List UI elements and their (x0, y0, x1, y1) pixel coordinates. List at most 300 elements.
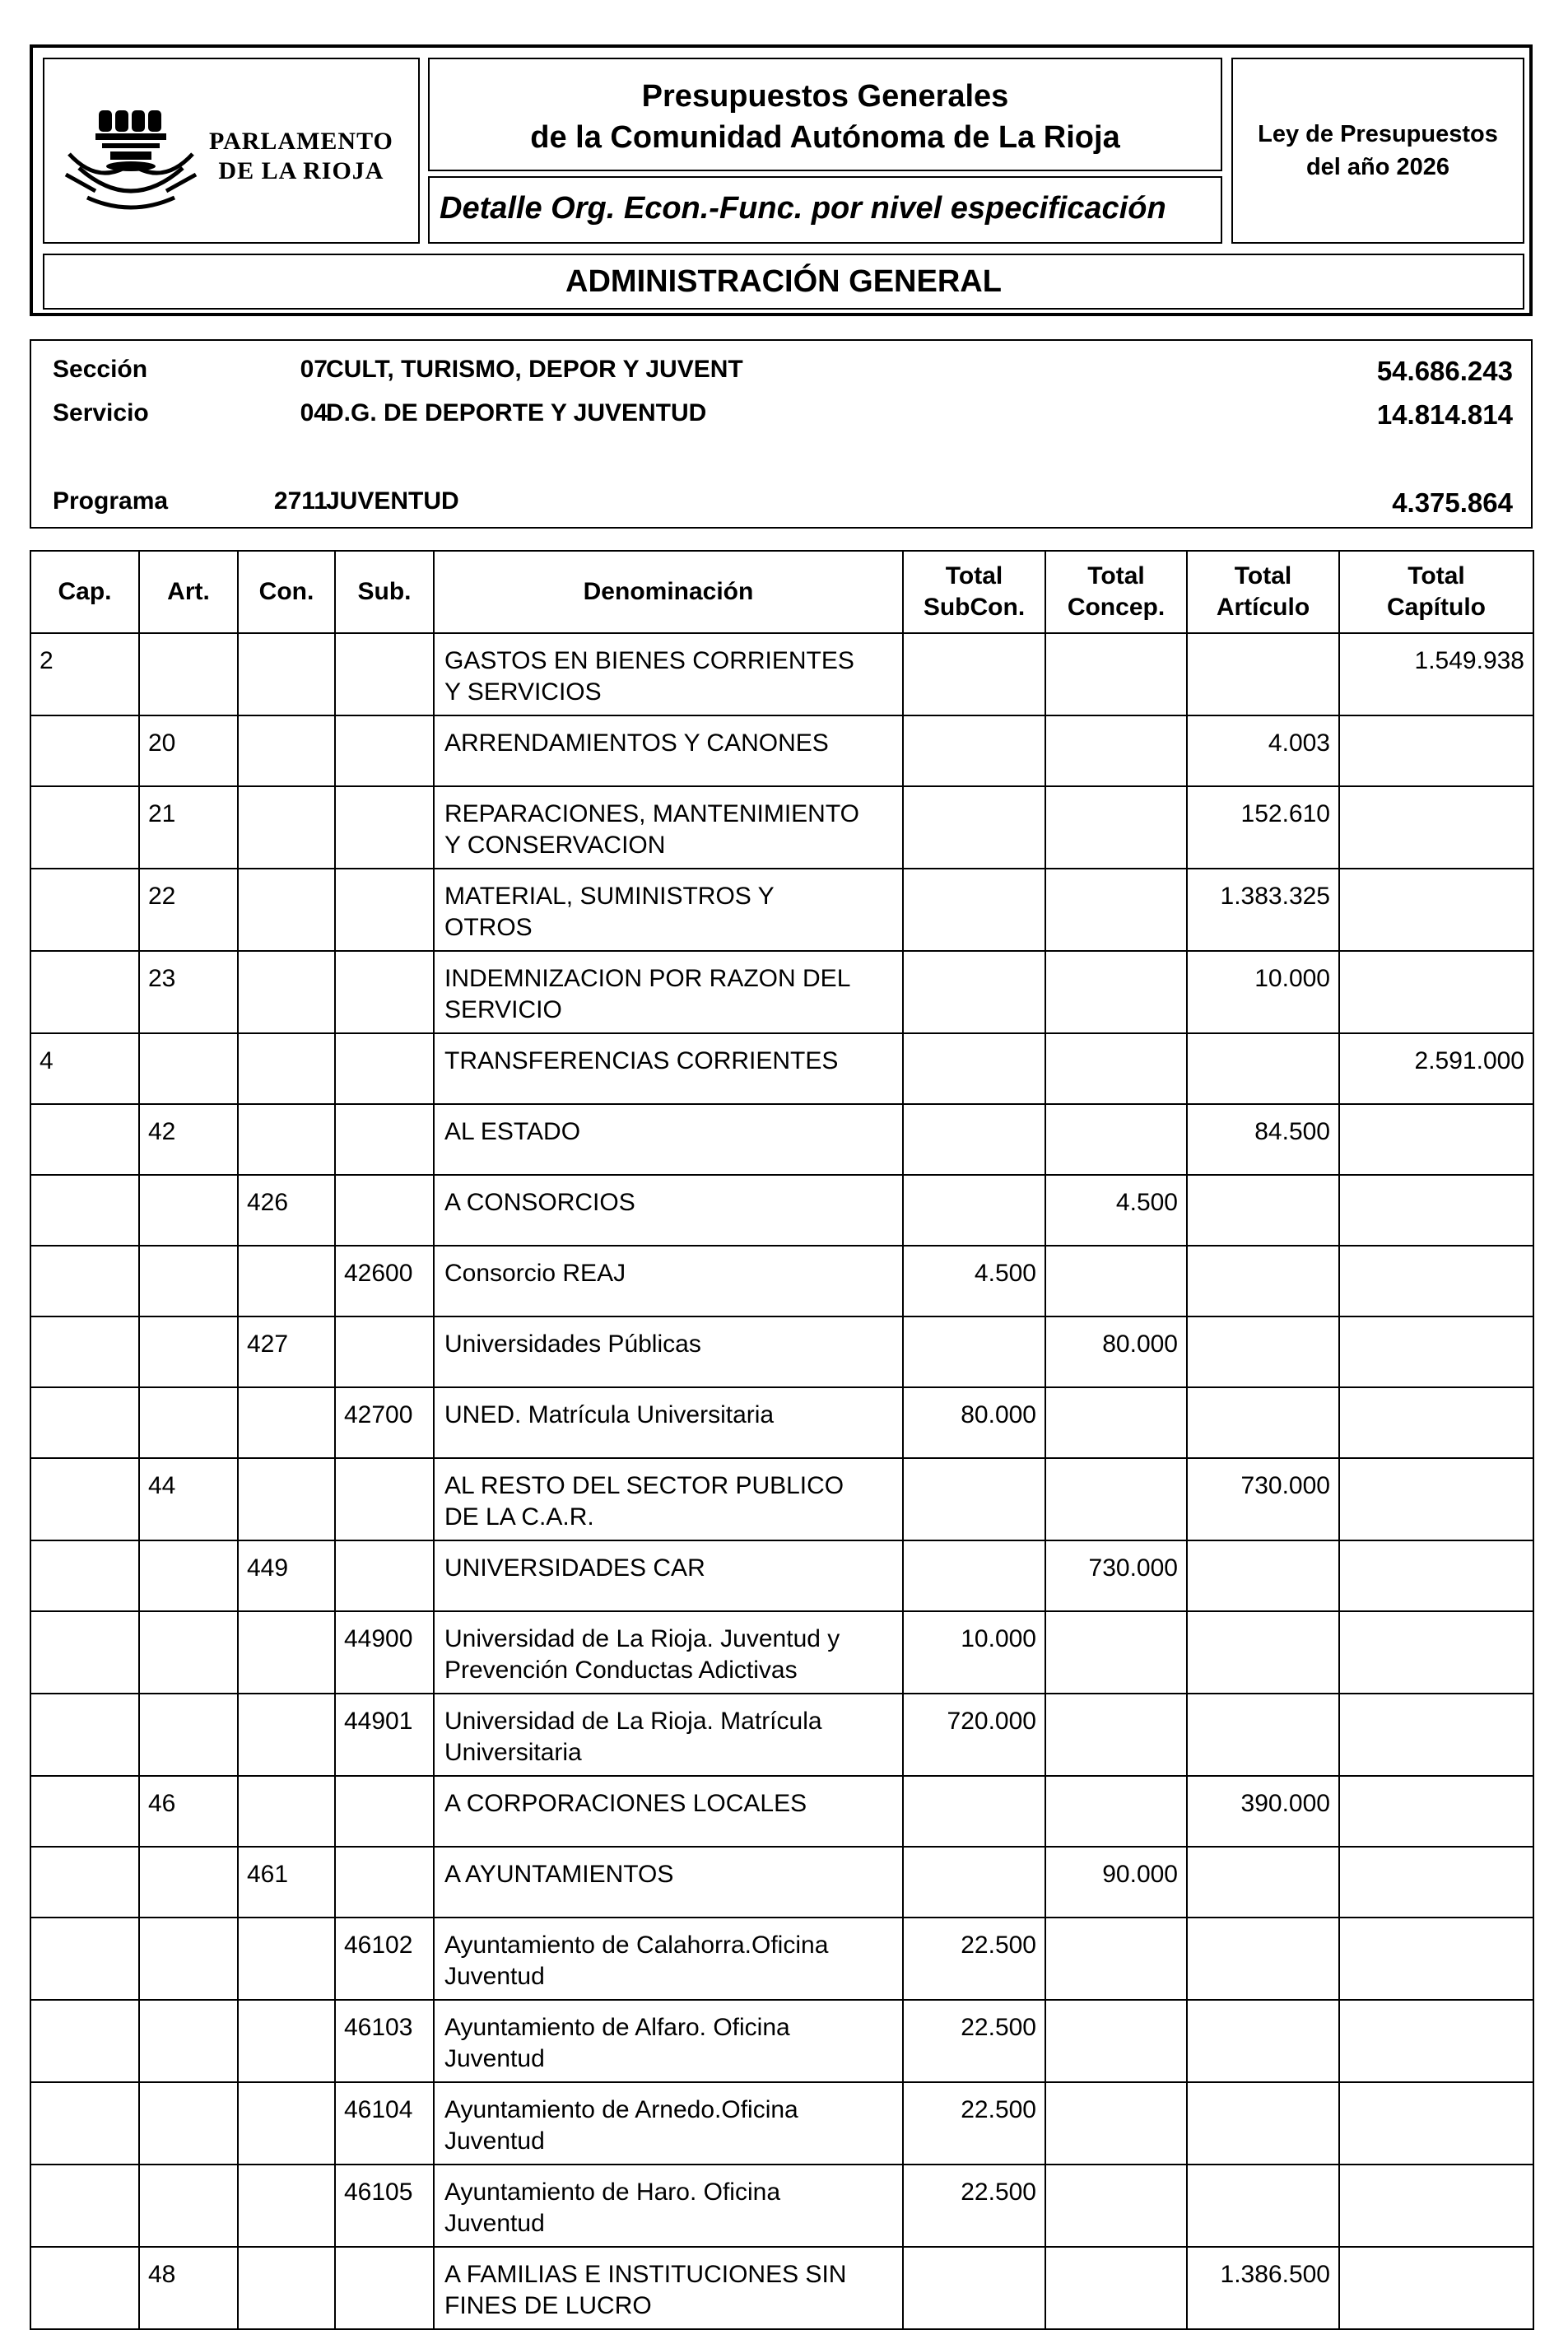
cell-cap (30, 2165, 139, 2247)
header-articulo-line-2: Artículo (1216, 594, 1310, 621)
cell-art (139, 1246, 238, 1316)
denominacion-line-1: ARRENDAMIENTOS Y CANONES (444, 729, 829, 757)
cell-denominacion (434, 1918, 903, 2000)
table-row (30, 1776, 1533, 1847)
programa-name: JUVENTUD (326, 487, 459, 515)
cell-total-capitulo (1339, 1175, 1533, 1246)
table-row (30, 633, 1533, 715)
cell-denominacion (434, 1175, 903, 1246)
cell-denominacion (434, 1847, 903, 1918)
denominacion-line-1: Ayuntamiento de Alfaro. Oficina (444, 2014, 790, 2041)
cell-total-concep (1045, 1918, 1187, 2000)
cell-total-capitulo (1339, 1104, 1533, 1175)
table-row (30, 1611, 1533, 1694)
header-total-subcon (903, 551, 1045, 633)
header-total-articulo (1187, 551, 1339, 633)
header-concep-line-1: Total (1087, 562, 1145, 589)
cell-total-articulo: 10.000 (1187, 951, 1339, 1033)
cell-total-concep (1045, 951, 1187, 1033)
cell-total-capitulo (1339, 1246, 1533, 1316)
cell-denominacion (434, 2165, 903, 2247)
cell-denominacion (434, 869, 903, 951)
cell-total-articulo (1187, 2000, 1339, 2082)
table-row (30, 1316, 1533, 1387)
cell-total-capitulo (1339, 1847, 1533, 1918)
cell-cap (30, 1847, 139, 1918)
cell-cap (30, 2000, 139, 2082)
cell-cap (30, 786, 139, 869)
cell-sub (335, 1847, 434, 1918)
denominacion-line-1: REPARACIONES, MANTENIMIENTO (444, 800, 859, 827)
seccion-row (31, 356, 1531, 389)
cell-sub (335, 633, 434, 715)
parliament-name (209, 127, 393, 186)
cell-denominacion (434, 1316, 903, 1387)
cell-total-articulo: 4.003 (1187, 715, 1339, 786)
cell-cap (30, 2082, 139, 2165)
denominacion-line-1: A FAMILIAS E INSTITUCIONES SIN (444, 2261, 847, 2288)
cell-cap (30, 1387, 139, 1458)
programa-amount: 4.375.864 (1392, 487, 1513, 518)
cell-cap (30, 1776, 139, 1847)
servicio-code: 04 (300, 399, 328, 426)
cell-denominacion (434, 786, 903, 869)
cell-art: 42 (139, 1104, 238, 1175)
table-row (30, 1918, 1533, 2000)
table-row (30, 1175, 1533, 1246)
cell-total-concep (1045, 2082, 1187, 2165)
denominacion-line-1: TRANSFERENCIAS CORRIENTES (444, 1047, 839, 1074)
cell-art (139, 2165, 238, 2247)
cell-total-concep (1045, 1387, 1187, 1458)
cell-total-capitulo (1339, 869, 1533, 951)
cell-total-capitulo (1339, 2000, 1533, 2082)
cell-art: 44 (139, 1458, 238, 1540)
cell-cap (30, 1540, 139, 1611)
table-row (30, 1387, 1533, 1458)
table-row (30, 1540, 1533, 1611)
ley-line-2: del año 2026 (1305, 154, 1450, 180)
denominacion-line-2: Juventud (444, 2045, 545, 2072)
parliament-emblem-icon (63, 109, 211, 216)
cell-total-articulo (1187, 1246, 1339, 1316)
denominacion-line-1: Universidades Públicas (444, 1330, 701, 1358)
cell-art (139, 2082, 238, 2165)
document-header (30, 44, 1533, 316)
denominacion-line-1: AL ESTADO (444, 1118, 581, 1145)
cell-total-subcon (903, 1540, 1045, 1611)
cell-sub: 46105 (335, 2165, 434, 2247)
cell-denominacion (434, 2000, 903, 2082)
cell-con (238, 2165, 335, 2247)
cell-total-subcon: 22.500 (903, 2082, 1045, 2165)
cell-art (139, 1316, 238, 1387)
cell-art (139, 1847, 238, 1918)
cell-con (238, 2082, 335, 2165)
cell-con (238, 715, 335, 786)
denominacion-line-1: UNIVERSIDADES CAR (444, 1554, 705, 1582)
header-total-concep (1045, 551, 1187, 633)
denominacion-line-2: Y SERVICIOS (444, 678, 602, 706)
header-concep-line-2: Concep. (1067, 594, 1166, 621)
cell-con (238, 869, 335, 951)
cell-total-articulo (1187, 633, 1339, 715)
cell-con (238, 786, 335, 869)
cell-denominacion (434, 1246, 903, 1316)
table-row (30, 1847, 1533, 1918)
cell-art: 46 (139, 1776, 238, 1847)
cell-total-subcon: 80.000 (903, 1387, 1045, 1458)
header-art: Art. (139, 551, 238, 633)
cell-denominacion (434, 1104, 903, 1175)
header-capitulo-line-2: Capítulo (1387, 594, 1486, 621)
cell-cap (30, 1316, 139, 1387)
budget-classification-box (30, 339, 1533, 529)
cell-sub (335, 1175, 434, 1246)
cell-total-concep: 80.000 (1045, 1316, 1187, 1387)
cell-total-capitulo (1339, 1694, 1533, 1776)
cell-total-capitulo (1339, 715, 1533, 786)
cell-total-articulo (1187, 1316, 1339, 1387)
cell-total-concep (1045, 869, 1187, 951)
denominacion-line-1: A AYUNTAMIENTOS (444, 1861, 674, 1888)
cell-con: 427 (238, 1316, 335, 1387)
cell-cap (30, 1175, 139, 1246)
cell-total-concep (1045, 1776, 1187, 1847)
cell-con (238, 1918, 335, 2000)
cell-total-capitulo (1339, 786, 1533, 869)
ley-line-1: Ley de Presupuestos (1258, 121, 1498, 147)
cell-denominacion (434, 951, 903, 1033)
programa-row (31, 487, 1531, 520)
cell-total-capitulo (1339, 2165, 1533, 2247)
denominacion-line-1: Ayuntamiento de Arnedo.Oficina (444, 2096, 798, 2123)
cell-total-concep: 730.000 (1045, 1540, 1187, 1611)
servicio-row (31, 399, 1531, 432)
denominacion-line-1: Consorcio REAJ (444, 1260, 626, 1287)
cell-art: 48 (139, 2247, 238, 2329)
cell-sub: 44901 (335, 1694, 434, 1776)
cell-sub: 46103 (335, 2000, 434, 2082)
cell-sub (335, 1104, 434, 1175)
denominacion-line-2: OTROS (444, 914, 533, 941)
denominacion-line-2: Juventud (444, 2127, 545, 2155)
cell-total-subcon: 22.500 (903, 1918, 1045, 2000)
denominacion-line-1: Universidad de La Rioja. Juventud y (444, 1625, 840, 1652)
cell-total-concep (1045, 1104, 1187, 1175)
administration-title (43, 254, 1524, 310)
cell-con (238, 1694, 335, 1776)
cell-total-capitulo (1339, 1458, 1533, 1540)
cell-con: 449 (238, 1540, 335, 1611)
cell-cap (30, 1246, 139, 1316)
denominacion-line-1: A CORPORACIONES LOCALES (444, 1790, 807, 1817)
denominacion-line-2: Universitaria (444, 1739, 582, 1766)
cell-con (238, 1246, 335, 1316)
cell-total-capitulo (1339, 1540, 1533, 1611)
cell-sub: 42600 (335, 1246, 434, 1316)
cell-sub (335, 786, 434, 869)
cell-art (139, 1540, 238, 1611)
budget-detail-table (30, 550, 1534, 2330)
table-row (30, 2000, 1533, 2082)
cell-denominacion (434, 2247, 903, 2329)
servicio-amount: 14.814.814 (1376, 399, 1513, 430)
cell-sub: 46102 (335, 1918, 434, 2000)
cell-sub: 42700 (335, 1387, 434, 1458)
cell-cap (30, 1694, 139, 1776)
cell-sub (335, 1033, 434, 1104)
table-row (30, 1458, 1533, 1540)
cell-total-articulo (1187, 1175, 1339, 1246)
cell-total-capitulo (1339, 1776, 1533, 1847)
cell-total-articulo (1187, 1611, 1339, 1694)
cell-con: 461 (238, 1847, 335, 1918)
cell-cap (30, 2247, 139, 2329)
seccion-code: 07 (300, 356, 328, 383)
document-title-box (428, 58, 1222, 171)
cell-sub: 46104 (335, 2082, 434, 2165)
cell-total-concep (1045, 1033, 1187, 1104)
cell-con (238, 2000, 335, 2082)
cell-total-articulo (1187, 1918, 1339, 2000)
cell-sub (335, 1458, 434, 1540)
table-body (30, 633, 1533, 2329)
denominacion-line-1: A CONSORCIOS (444, 1189, 635, 1216)
title-line-2: de la Comunidad Autónoma de La Rioja (530, 120, 1120, 155)
cell-total-articulo (1187, 1033, 1339, 1104)
cell-total-articulo (1187, 1694, 1339, 1776)
header-sub: Sub. (335, 551, 434, 633)
report-subtitle-box (428, 176, 1222, 244)
cell-total-subcon (903, 2247, 1045, 2329)
cell-total-concep (1045, 2165, 1187, 2247)
cell-con (238, 1458, 335, 1540)
denominacion-line-1: Ayuntamiento de Calahorra.Oficina (444, 1932, 829, 1959)
cell-total-capitulo (1339, 951, 1533, 1033)
programa-label: Programa (53, 487, 169, 515)
cell-art (139, 1918, 238, 2000)
cell-cap (30, 1458, 139, 1540)
cell-con (238, 1776, 335, 1847)
cell-cap (30, 1104, 139, 1175)
cell-sub (335, 2247, 434, 2329)
cell-total-capitulo (1339, 1918, 1533, 2000)
cell-con (238, 633, 335, 715)
cell-sub (335, 869, 434, 951)
cell-total-concep (1045, 1694, 1187, 1776)
cell-art: 21 (139, 786, 238, 869)
servicio-label: Servicio (53, 399, 149, 426)
cell-total-articulo (1187, 2082, 1339, 2165)
table-header-row (30, 551, 1533, 633)
cell-art (139, 1387, 238, 1458)
cell-sub (335, 1540, 434, 1611)
cell-total-capitulo (1339, 1316, 1533, 1387)
cell-total-concep: 90.000 (1045, 1847, 1187, 1918)
report-subtitle: Detalle Org. Econ.-Func. por nivel especificación (440, 191, 1166, 226)
cell-sub (335, 951, 434, 1033)
denominacion-line-1: GASTOS EN BIENES CORRIENTES (444, 647, 854, 674)
cell-total-concep (1045, 2000, 1187, 2082)
cell-con (238, 951, 335, 1033)
cell-total-subcon (903, 786, 1045, 869)
seccion-amount: 54.686.243 (1376, 356, 1513, 386)
cell-denominacion (434, 715, 903, 786)
header-con: Con. (238, 551, 335, 633)
cell-cap (30, 1918, 139, 2000)
table-row (30, 715, 1533, 786)
denominacion-line-2: SERVICIO (444, 996, 562, 1023)
cell-denominacion (434, 1776, 903, 1847)
header-total-capitulo (1339, 551, 1533, 633)
header-cap: Cap. (30, 551, 139, 633)
cell-art (139, 1033, 238, 1104)
cell-total-subcon (903, 951, 1045, 1033)
cell-con: 426 (238, 1175, 335, 1246)
cell-art (139, 2000, 238, 2082)
cell-cap (30, 715, 139, 786)
header-subcon-line-1: Total (945, 562, 1003, 589)
cell-cap (30, 1611, 139, 1694)
cell-sub (335, 715, 434, 786)
cell-total-concep (1045, 715, 1187, 786)
denominacion-line-2: DE LA C.A.R. (444, 1503, 594, 1531)
header-denominacion: Denominación (434, 551, 903, 633)
cell-total-concep (1045, 2247, 1187, 2329)
cell-denominacion (434, 1458, 903, 1540)
denominacion-line-1: AL RESTO DEL SECTOR PUBLICO (444, 1472, 844, 1499)
table-row (30, 786, 1533, 869)
cell-denominacion (434, 1611, 903, 1694)
cell-total-subcon: 720.000 (903, 1694, 1045, 1776)
cell-sub: 44900 (335, 1611, 434, 1694)
cell-total-subcon (903, 1847, 1045, 1918)
cell-art (139, 633, 238, 715)
cell-total-subcon: 4.500 (903, 1246, 1045, 1316)
denominacion-line-1: UNED. Matrícula Universitaria (444, 1401, 775, 1428)
cell-total-articulo (1187, 1847, 1339, 1918)
cell-total-articulo (1187, 1540, 1339, 1611)
table-row (30, 1104, 1533, 1175)
administration-label: ADMINISTRACIÓN GENERAL (565, 263, 1002, 299)
table-row (30, 951, 1533, 1033)
cell-cap (30, 951, 139, 1033)
table-row (30, 2165, 1533, 2247)
cell-art: 23 (139, 951, 238, 1033)
title-line-1: Presupuestos Generales (641, 79, 1009, 114)
cell-total-capitulo (1339, 1387, 1533, 1458)
cell-con (238, 1387, 335, 1458)
logo-line-1: PARLAMENTO (209, 128, 393, 155)
cell-denominacion (434, 633, 903, 715)
logo-line-2: DE LA RIOJA (218, 157, 384, 184)
cell-denominacion (434, 1033, 903, 1104)
denominacion-line-2: Y CONSERVACION (444, 832, 666, 859)
denominacion-line-2: Juventud (444, 2210, 545, 2237)
table-row (30, 2082, 1533, 2165)
cell-total-capitulo (1339, 2082, 1533, 2165)
cell-total-articulo: 1.383.325 (1187, 869, 1339, 951)
cell-total-subcon (903, 1458, 1045, 1540)
cell-total-subcon (903, 1033, 1045, 1104)
denominacion-line-2: Juventud (444, 1963, 545, 1990)
table-row (30, 1033, 1533, 1104)
cell-total-subcon (903, 1104, 1045, 1175)
denominacion-line-2: Prevención Conductas Adictivas (444, 1657, 798, 1684)
cell-denominacion (434, 1540, 903, 1611)
cell-total-articulo: 1.386.500 (1187, 2247, 1339, 2329)
cell-sub (335, 1776, 434, 1847)
cell-total-capitulo (1339, 1611, 1533, 1694)
header-capitulo-line-1: Total (1407, 562, 1465, 589)
cell-con (238, 1611, 335, 1694)
header-subcon-line-2: SubCon. (923, 594, 1026, 621)
cell-art: 20 (139, 715, 238, 786)
header-articulo-line-1: Total (1234, 562, 1292, 589)
parliament-logo-box (43, 58, 420, 244)
table-row (30, 2247, 1533, 2329)
cell-total-articulo: 390.000 (1187, 1776, 1339, 1847)
table-row (30, 1246, 1533, 1316)
cell-total-capitulo (1339, 2247, 1533, 2329)
cell-total-subcon (903, 633, 1045, 715)
cell-total-subcon (903, 869, 1045, 951)
denominacion-line-1: MATERIAL, SUMINISTROS Y (444, 883, 775, 910)
cell-total-concep (1045, 1611, 1187, 1694)
denominacion-line-1: Universidad de La Rioja. Matrícula (444, 1708, 822, 1735)
cell-total-capitulo: 2.591.000 (1339, 1033, 1533, 1104)
cell-denominacion (434, 1387, 903, 1458)
table-row (30, 869, 1533, 951)
cell-art (139, 1175, 238, 1246)
cell-cap (30, 869, 139, 951)
cell-cap: 2 (30, 633, 139, 715)
denominacion-line-1: Ayuntamiento de Haro. Oficina (444, 2179, 781, 2206)
cell-total-subcon (903, 1316, 1045, 1387)
cell-art (139, 1611, 238, 1694)
cell-total-articulo: 730.000 (1187, 1458, 1339, 1540)
seccion-label: Sección (53, 356, 148, 383)
cell-total-subcon (903, 1175, 1045, 1246)
cell-total-concep (1045, 1458, 1187, 1540)
cell-total-subcon (903, 1776, 1045, 1847)
cell-art (139, 1694, 238, 1776)
cell-total-subcon: 22.500 (903, 2000, 1045, 2082)
seccion-name: CULT, TURISMO, DEPOR Y JUVENT (326, 356, 743, 383)
cell-total-articulo (1187, 1387, 1339, 1458)
denominacion-line-2: FINES DE LUCRO (444, 2292, 652, 2319)
cell-art: 22 (139, 869, 238, 951)
cell-denominacion (434, 2082, 903, 2165)
cell-total-articulo (1187, 2165, 1339, 2247)
cell-total-subcon (903, 715, 1045, 786)
programa-code: 2711 (273, 487, 328, 515)
cell-sub (335, 1316, 434, 1387)
cell-con (238, 1033, 335, 1104)
cell-total-capitulo: 1.549.938 (1339, 633, 1533, 715)
servicio-name: D.G. DE DEPORTE Y JUVENTUD (326, 399, 707, 426)
cell-total-concep (1045, 1246, 1187, 1316)
cell-con (238, 1104, 335, 1175)
cell-total-concep: 4.500 (1045, 1175, 1187, 1246)
cell-cap: 4 (30, 1033, 139, 1104)
budget-law-box (1231, 58, 1524, 244)
cell-total-articulo: 84.500 (1187, 1104, 1339, 1175)
cell-total-subcon: 22.500 (903, 2165, 1045, 2247)
cell-con (238, 2247, 335, 2329)
table-row (30, 1694, 1533, 1776)
